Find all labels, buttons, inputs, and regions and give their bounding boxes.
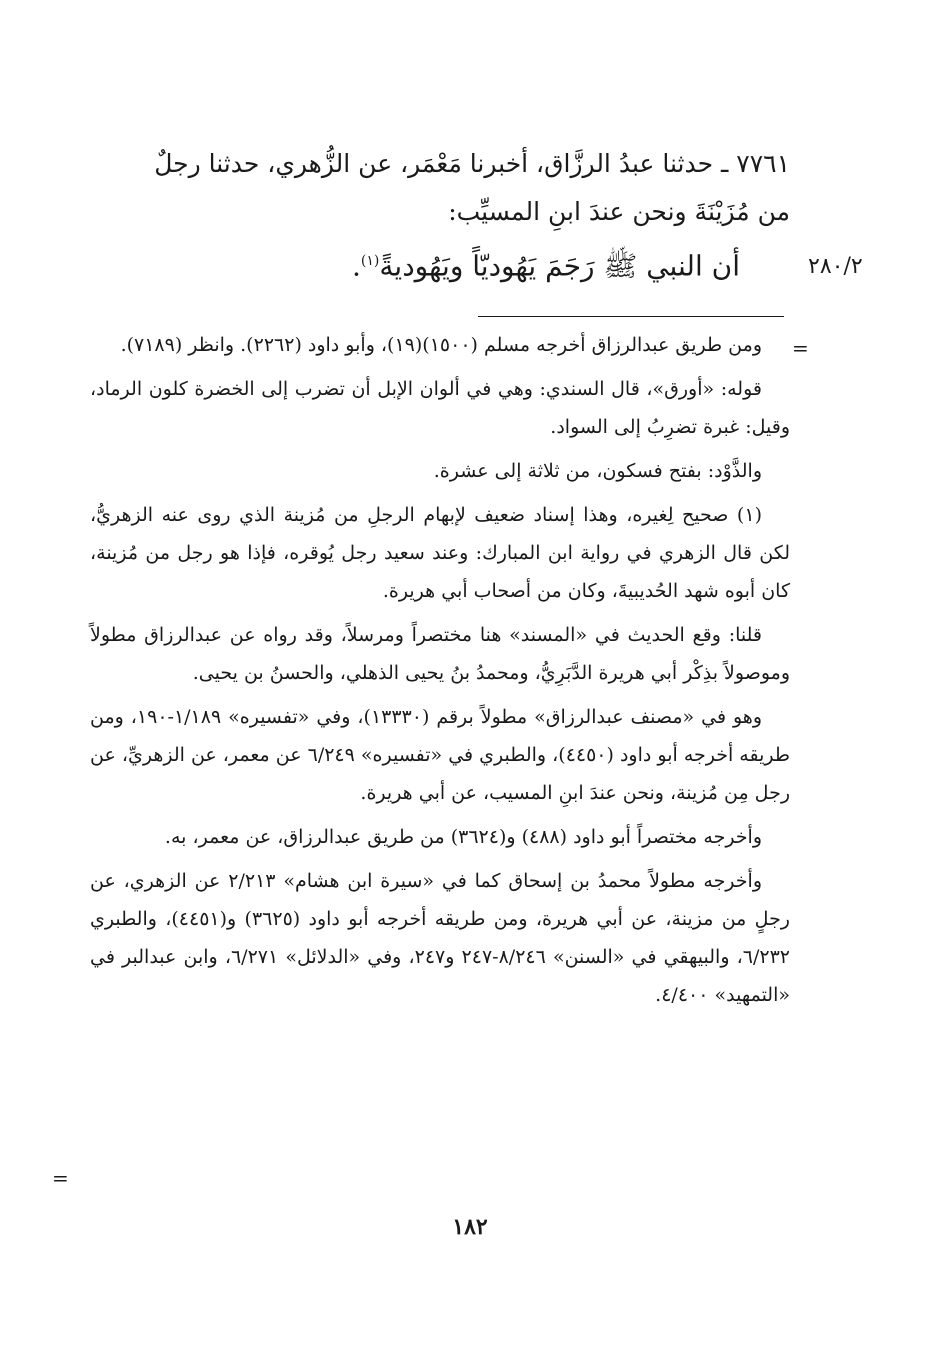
note-paragraph: وأخرجه مختصراً أبو داود (٤٨٨) و(٣٦٢٤) من طريق عبدالرزاق، عن معمر، به. (164, 826, 762, 848)
footnote-marker: (١) (360, 253, 380, 269)
hadith-line-3: أن النبي ﷺ رَجَمَ يَهُوديّاً ويَهُوديةً$^{(١)}$. (352, 249, 740, 283)
note-paragraph: قوله: «أورق»، قال السندي: وهي في ألوان الإبل أن تضرب إلى الخضرة كلون الرماد، وقيل: غبرة تضرِبُ إلى السواد. (90, 378, 790, 438)
note-paragraph: (١) صحيح لِغيره، وهذا إسناد ضعيف لإبهام الرجلِ من مُزينة الذي روى عنه الزهريُّ، لكن قال الزهري في رواية ابن المبارك: وعند سعيد رجل يُوقره، فإذا هو رجل من مُزينة، كان أبوه شهد الحُديبيةَ، وكان من أصحاب أبي هريرة. (90, 504, 790, 602)
continuation-mark-bottom: = (52, 1166, 69, 1190)
footnote-separator (478, 316, 784, 317)
hadith-matn: أن النبي ﷺ رَجَمَ يَهُوديّاً ويَهُوديةً (379, 249, 740, 283)
continuation-mark-top: = (792, 336, 809, 360)
hadith-line-1: ٧٧٦١ ـ حدثنا عبدُ الرزَّاق، أخبرنا مَعْمَر، عن الزُّهري، حدثنا رجلٌ (154, 149, 790, 178)
note-paragraph: والذَّوْد: بفتح فسكون، من ثلاثة إلى عشرة. (433, 460, 762, 482)
page-number: ١٨٢ (452, 1214, 488, 1240)
hadith-line-2: من مُزَيْنَةَ ونحن عندَ ابنِ المسيِّب: (448, 197, 790, 226)
hadith-text (90, 140, 790, 291)
note-paragraph: وأخرجه مطولاً محمدُ بن إسحاق كما في «سيرة ابن هشام» ٢/٢١٣ عن الزهري، عن رجلٍ من مزينة، عن أبي هريرة، ومن طريقه أخرجه أبو داود (٣٦٢٥) و(٤٤٥١)، والطبري ٦/٢٣٢، والبيهقي في «السنن» ٨/٢٤٦-٢٤٧ و٢٤٧، وفي «الدلائل» ٦/٢٧١، وابن عبدالبر في «التمهيد» ٤/٤٠٠. (90, 870, 790, 1006)
note-paragraph: وهو في «مصنف عبدالرزاق» مطولاً برقم (١٣٣٣٠)، وفي «تفسيره» ١/١٨٩-١٩٠، ومن طريقه أخرجه أبو داود (٤٤٥٠)، والطبري في «تفسيره» ٦/٢٤٩ عن معمر، عن الزهريِّ، عن رجل مِن مُزينة، ونحن عندَ ابنِ المسيب، عن أبي هريرة. (90, 706, 790, 804)
note-paragraph: قلنا: وقع الحديث في «المسند» هنا مختصراً ومرسلاً، وقد رواه عن عبدالرزاق مطولاً وموصولاً بذِكْر أبي هريرة الدَّبَرِيُّ، ومحمدُ بنُ يحيى الذهلي، والحسنُ بن يحيى. (90, 624, 790, 684)
margin-volume-page-reference: ٢٨٠/٢ (808, 254, 863, 279)
footnotes (90, 326, 790, 1020)
note-paragraph: ومن طريق عبدالرزاق أخرجه مسلم (١٥٠٠)(١٩)، وأبو داود (٢٢٦٢). وانظر (٧١٨٩). (120, 334, 762, 356)
